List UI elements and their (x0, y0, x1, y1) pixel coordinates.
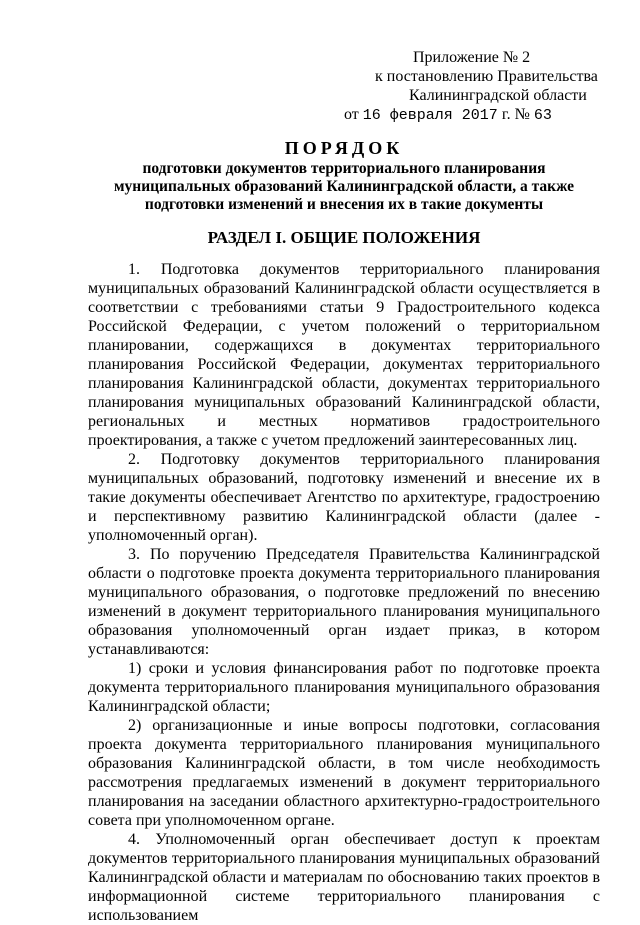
section-heading: РАЗДЕЛ I. ОБЩИЕ ПОЛОЖЕНИЯ (207, 228, 481, 247)
appendix-decree-ref: к постановлению Правительства (375, 68, 598, 85)
paragraph-3-item-1: 1) сроки и условия финансирования работ по подготовке проекта документа территориального планирования муниципального образования Калининградской области; (88, 660, 600, 715)
paragraph-3: 3. По поручению Председателя Правительства Калининградской области о подготовке проекта документа территориального планирования муниципального образования, о подготовке предложений по внесению изменений в документ территориального планирования муниципального образования уполномоченный орган издает приказ, в котором устанавливаются: (88, 546, 600, 658)
paragraph-2: 2. Подготовку документов территориального планирования муниципальных образований, подготовку изменений и внесение их в такие документы обеспечивает Агентство по архитектуре, градостроению и перспективному развитию Калининградской области (далее - уполномоченный орган). (88, 451, 600, 544)
document-title: ПОРЯДОК (284, 138, 404, 158)
document-body (88, 260, 600, 925)
document-subtitle: подготовки документов территориального планирования муниципальных образований Калининградской области, а также подготовки изменений и внесения их в такие документы (113, 160, 575, 213)
appendix-region: Калининградской области (409, 87, 587, 104)
decree-date: 16 февраля 2017 (362, 107, 498, 124)
approval-block (344, 48, 600, 125)
paragraph-1: 1. Подготовка документов территориального планирования муниципальных образований Калининградской области осуществляется в соответствии с требованиями статьи 9 Градостроительного кодекса Российской Федерации, с учетом положений о территориальном планировании, содержащихся в документах территориального планирования Российской Федерации, документах территориального планирования Калининградской области, документах территориального планирования муниципальных образований Калининградской области, региональных и местных нормативов градостроительного проектирования, а также с учетом предложений заинтересованных лиц. (88, 261, 600, 449)
date-mid: г. № (497, 106, 534, 123)
paragraph-3-item-2: 2) организационные и иные вопросы подготовки, согласования проекта документа территориального планирования муниципального образования Калининградской области, в том числе необходимость рассмотрения предлагаемых изменений в документ территориального планирования на заседании областного архитектурно-градостроительного совета при уполномоченном органе. (88, 717, 600, 829)
appendix-number: Приложение № 2 (413, 49, 531, 66)
appendix-date-line (344, 105, 600, 125)
paragraph-4: 4. Уполномоченный орган обеспечивает доступ к проектам документов территориального планирования муниципальных образований Калининградской области и материалам по обоснованию таких проектов в информационной системе территориального планирования с использованием (88, 831, 600, 924)
decree-number: 63 (533, 107, 552, 124)
date-prefix: от (344, 106, 363, 123)
